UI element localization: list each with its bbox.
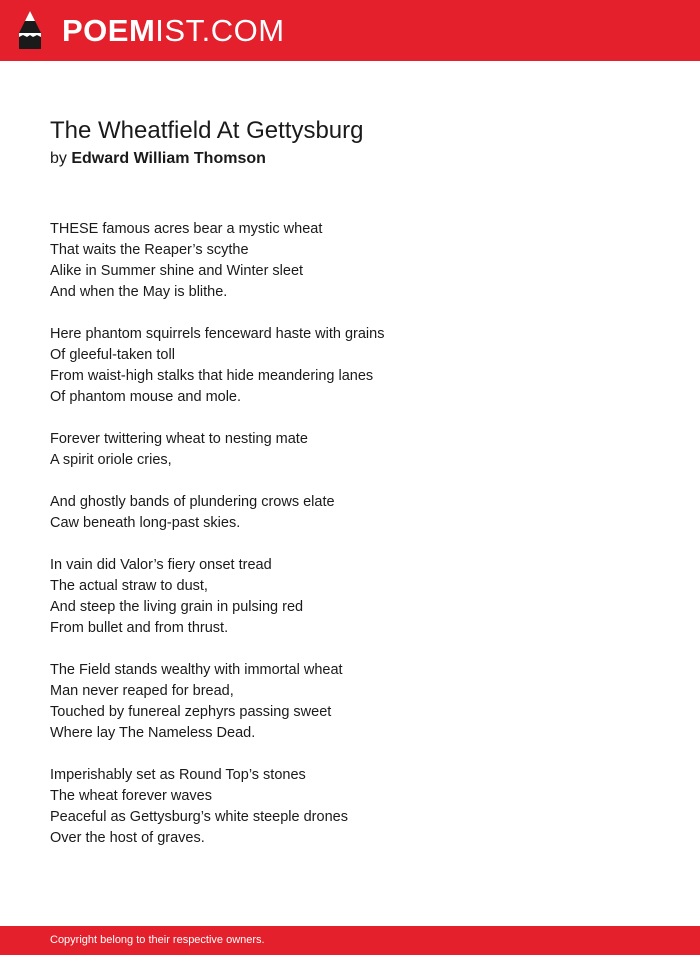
byline: [50, 148, 266, 170]
poem-line: And steep the living grain in pulsing red: [50, 599, 304, 615]
poem-stanza: [50, 555, 650, 639]
poem-line: The actual straw to dust,: [50, 578, 208, 594]
poem-line: The Field stands wealthy with immortal wheat: [50, 662, 343, 678]
poem-stanza: [50, 492, 650, 534]
poem-line: Over the host of graves.: [50, 830, 205, 846]
poem-body: [50, 219, 650, 870]
site-header: [0, 0, 700, 61]
poem-line: A spirit oriole cries,: [50, 452, 172, 468]
poem-line: Forever twittering wheat to nesting mate: [50, 431, 308, 447]
byline-prefix: by: [50, 150, 67, 167]
poem-line: That waits the Reaper’s scythe: [50, 242, 249, 258]
poem-line: Caw beneath long-past skies.: [50, 515, 241, 531]
poem-line: Alike in Summer shine and Winter sleet: [50, 263, 304, 279]
poem-line: And ghostly bands of plundering crows elate: [50, 494, 335, 510]
poem-stanza: [50, 219, 650, 303]
poem-line: Peaceful as Gettysburg’s white steeple drones: [50, 809, 348, 825]
poem-stanza: [50, 765, 650, 849]
poem-line: In vain did Valor’s fiery onset tread: [50, 557, 272, 573]
brand-light: IST.COM: [155, 13, 285, 48]
brand-bold: POEM: [62, 13, 156, 48]
poem-line: Man never reaped for bread,: [50, 683, 234, 699]
author-name: Edward William Thomson: [71, 150, 266, 167]
copyright-text: Copyright belong to their respective owners.: [50, 934, 265, 946]
poem-line: Imperishably set as Round Top’s stones: [50, 767, 306, 783]
site-footer: [0, 926, 700, 955]
poem-line: From bullet and from thrust.: [50, 620, 229, 636]
poem-line: Here phantom squirrels fenceward haste with grains: [50, 326, 385, 342]
poem-stanza: [50, 324, 650, 408]
poem-stanza: [50, 429, 650, 471]
poem-stanza: [50, 660, 650, 744]
poem-line: Touched by funereal zephyrs passing sweet: [50, 704, 332, 720]
poem-line: Where lay The Nameless Dead.: [50, 725, 256, 741]
poem-line: The wheat forever waves: [50, 788, 212, 804]
poem-line: And when the May is blithe.: [50, 284, 228, 300]
poem-title: The Wheatfield At Gettysburg: [50, 117, 364, 144]
poem-line: Of gleeful-taken toll: [50, 347, 175, 363]
poem-line: From waist-high stalks that hide meandering lanes: [50, 368, 374, 384]
poem-line: Of phantom mouse and mole.: [50, 389, 242, 405]
poem-line: THESE famous acres bear a mystic wheat: [50, 221, 323, 237]
pencil-tip-icon[interactable]: [16, 9, 44, 51]
site-logo-text[interactable]: [62, 12, 285, 50]
